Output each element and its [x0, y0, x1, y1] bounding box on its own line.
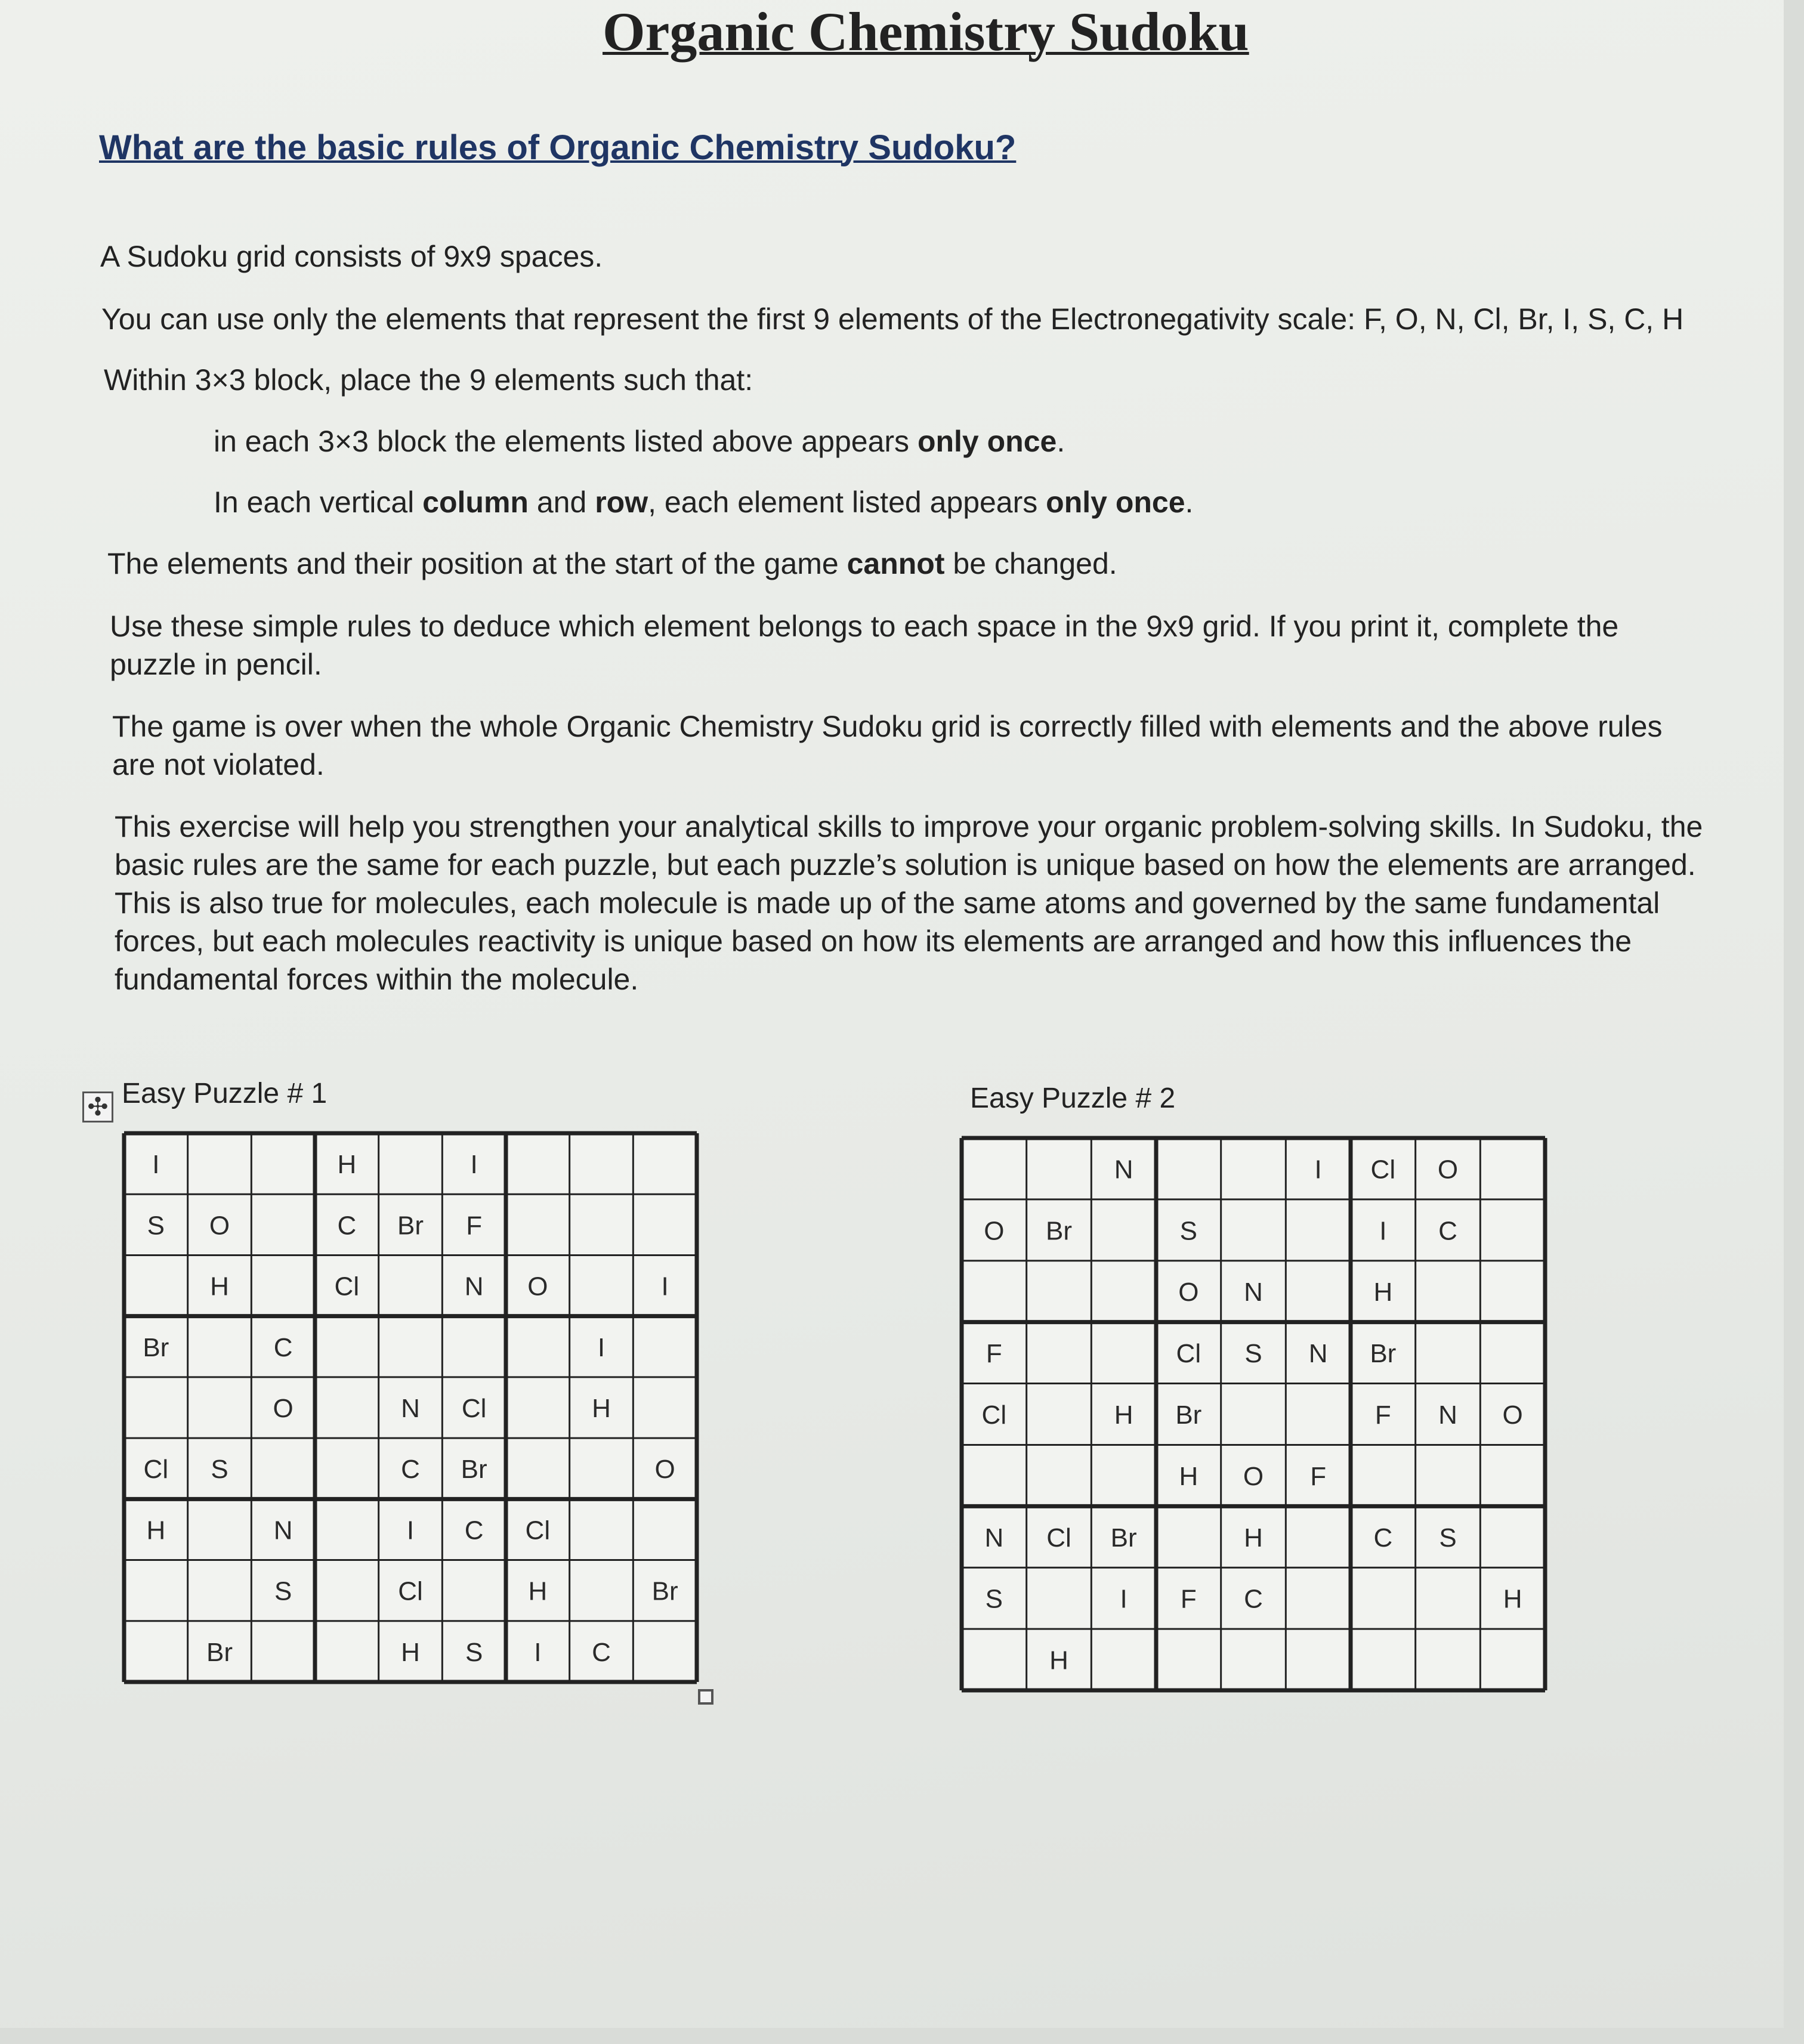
cell-element: N: [273, 1516, 293, 1545]
sudoku-cell[interactable]: [126, 1257, 186, 1313]
cell-element: Cl: [1176, 1339, 1201, 1369]
cell-element: N: [1244, 1278, 1263, 1307]
sudoku-cell[interactable]: [635, 1380, 694, 1436]
cell-element: S: [147, 1211, 165, 1241]
rule-fixed-elements: The elements and their position at the start of the game cannot be changed.: [107, 547, 1117, 580]
cell-element: H: [1244, 1523, 1263, 1553]
rule-game-over: The game is over when the whole Organic Chemistry Sudoku grid is correctly filled with elements and the above rules are not violated.: [112, 710, 1663, 781]
sudoku-cell[interactable]: [317, 1563, 376, 1619]
sudoku-cell[interactable]: [635, 1319, 694, 1375]
sudoku-cell[interactable]: [1029, 1570, 1089, 1626]
cell-element: Br: [1046, 1216, 1072, 1246]
cell-element: H: [1114, 1400, 1133, 1430]
sudoku-cell[interactable]: [964, 1447, 1024, 1504]
sudoku-cell[interactable]: [508, 1196, 567, 1253]
sudoku-cell[interactable]: [1159, 1631, 1219, 1688]
cell-element: S: [1244, 1339, 1262, 1369]
cell-element: S: [985, 1584, 1003, 1614]
rule-elements: You can use only the elements that represent the first 9 elements of the Electronegativity scale: F, O, N, Cl, Br, I, S, C, H: [101, 302, 1684, 336]
sudoku-cell[interactable]: [964, 1140, 1024, 1197]
rule-block: Within 3×3 block, place the 9 elements such that:: [104, 363, 753, 397]
cell-element: H: [1503, 1584, 1522, 1614]
cell-element: Br: [651, 1576, 678, 1606]
sudoku-cell[interactable]: [1093, 1325, 1154, 1381]
sudoku-cell[interactable]: [126, 1624, 186, 1680]
cell-element: S: [1179, 1216, 1198, 1246]
sudoku-cell[interactable]: [508, 1380, 567, 1436]
sudoku-cell[interactable]: [1159, 1508, 1219, 1565]
move-cross-icon[interactable]: ✣: [82, 1091, 113, 1123]
cell-element: I: [1314, 1155, 1322, 1185]
sudoku-cell[interactable]: [1029, 1263, 1089, 1320]
sudoku-cell[interactable]: [1224, 1140, 1284, 1197]
cell-element: C: [1438, 1216, 1457, 1246]
sudoku-cell[interactable]: [635, 1196, 694, 1253]
sudoku-cell[interactable]: [1093, 1202, 1154, 1258]
cell-element: F: [466, 1211, 483, 1241]
sudoku-cell[interactable]: [1093, 1631, 1154, 1688]
sudoku-cell[interactable]: [1224, 1631, 1284, 1688]
sudoku-cell[interactable]: [317, 1624, 376, 1680]
sudoku-cell[interactable]: [1093, 1447, 1154, 1504]
sudoku-cell[interactable]: [1288, 1386, 1348, 1443]
sudoku-cell[interactable]: [126, 1563, 186, 1619]
rule-bullet-block: in each 3×3 block the elements listed above appears only once.: [214, 425, 1065, 458]
sudoku-cell[interactable]: [317, 1380, 376, 1436]
cell-element: O: [984, 1216, 1005, 1246]
cell-element: Br: [461, 1455, 487, 1485]
sudoku-cell[interactable]: [572, 1440, 631, 1496]
rule-grid-size: A Sudoku grid consists of 9x9 spaces.: [100, 240, 603, 273]
sudoku-cell[interactable]: [635, 1136, 694, 1192]
cell-element: N: [464, 1272, 484, 1301]
cell-element: H: [146, 1516, 166, 1545]
cell-element: Cl: [1046, 1523, 1071, 1553]
cell-element: Cl: [525, 1516, 551, 1545]
cell-element: Br: [1175, 1400, 1202, 1430]
sudoku-cell[interactable]: [508, 1319, 567, 1375]
cell-element: Cl: [398, 1576, 423, 1606]
sudoku-cell[interactable]: [444, 1563, 503, 1619]
sudoku-cell[interactable]: [1482, 1202, 1543, 1258]
cell-element: H: [1179, 1461, 1198, 1491]
cell-element: H: [210, 1272, 229, 1301]
cell-element: I: [406, 1516, 415, 1545]
cell-element: S: [211, 1455, 228, 1485]
cell-element: O: [209, 1211, 230, 1241]
cell-element: O: [1178, 1278, 1199, 1307]
sudoku-cell[interactable]: [444, 1319, 503, 1375]
sudoku-cell[interactable]: [572, 1501, 631, 1557]
cell-element: N: [1114, 1155, 1133, 1185]
sudoku-cell[interactable]: [1482, 1140, 1543, 1197]
sudoku-cell[interactable]: [190, 1136, 249, 1192]
cell-element: Br: [143, 1332, 169, 1362]
cell-element: S: [465, 1637, 483, 1667]
cell-element: N: [1308, 1339, 1328, 1369]
cell-element: Cl: [334, 1272, 360, 1301]
sudoku-cell[interactable]: [254, 1136, 313, 1192]
cell-element: C: [1244, 1584, 1263, 1614]
cell-element: I: [534, 1637, 542, 1667]
sudoku-cell[interactable]: [1288, 1631, 1348, 1688]
sudoku-cell[interactable]: [1482, 1263, 1543, 1320]
sudoku-cell[interactable]: [635, 1624, 694, 1680]
page-title: Organic Chemistry Sudoku: [603, 1, 1249, 62]
sudoku-cell[interactable]: [1353, 1631, 1413, 1688]
puzzle-2-label: Easy Puzzle # 2: [970, 1083, 1176, 1114]
sudoku-cell[interactable]: [190, 1380, 249, 1436]
cell-element: O: [1437, 1155, 1459, 1185]
sudoku-cell[interactable]: [1288, 1570, 1348, 1626]
cell-element: I: [470, 1150, 478, 1180]
cell-element: I: [1120, 1584, 1128, 1614]
sudoku-cell[interactable]: [317, 1440, 376, 1496]
cell-element: Br: [397, 1211, 424, 1241]
sudoku-cell[interactable]: [190, 1501, 249, 1557]
cell-element: Cl: [461, 1394, 487, 1423]
sudoku-cell[interactable]: [317, 1319, 376, 1375]
sudoku-cell[interactable]: [254, 1196, 313, 1253]
cell-element: Br: [1370, 1339, 1397, 1369]
resize-square-icon[interactable]: [698, 1689, 713, 1705]
cell-element: Br: [1110, 1523, 1137, 1553]
cell-element: C: [592, 1637, 611, 1667]
cell-element: Cl: [981, 1400, 1007, 1430]
cell-element: O: [273, 1394, 294, 1423]
puzzle-1-label: Easy Puzzle # 1: [122, 1078, 328, 1109]
rule-exercise-note: This exercise will help you strengthen your analytical skills to improve your organic problem-solving skills. In Sudoku, the basic rules are the same for each puzzle, but each puzzle’s solution is unique based on how the elements are arranged. This is also true for molecules, each molecule is made up of the same atoms and governed by the same fundamental forces, but each molecules reactivity is unique based on how its elements are arranged and how this influences the fundamental forces within the molecule.: [115, 810, 1703, 996]
cell-element: N: [1438, 1400, 1457, 1430]
cell-element: I: [597, 1332, 606, 1362]
cell-element: F: [986, 1339, 1002, 1369]
cell-element: S: [274, 1576, 292, 1606]
sudoku-cell[interactable]: [1353, 1447, 1413, 1504]
sudoku-cell[interactable]: [381, 1257, 440, 1313]
sudoku-cell[interactable]: [1418, 1263, 1478, 1320]
cell-element: C: [1373, 1523, 1393, 1553]
cell-element: Br: [206, 1637, 233, 1667]
sudoku-cell[interactable]: [508, 1440, 567, 1496]
cell-element: H: [1049, 1646, 1068, 1675]
cell-element: C: [401, 1455, 420, 1485]
sudoku-cell[interactable]: [190, 1563, 249, 1619]
sudoku-cell[interactable]: [1418, 1325, 1478, 1381]
cell-element: Cl: [1370, 1155, 1396, 1185]
cell-element: H: [337, 1150, 357, 1180]
sudoku-cell[interactable]: [381, 1319, 440, 1375]
cell-element: F: [1374, 1400, 1391, 1430]
cell-element: O: [527, 1272, 548, 1301]
rules-heading: What are the basic rules of Organic Chemistry Sudoku?: [99, 128, 1017, 167]
cell-element: H: [528, 1576, 548, 1606]
cell-element: H: [1373, 1278, 1393, 1307]
sudoku-cell[interactable]: [572, 1136, 631, 1192]
sudoku-cell[interactable]: [254, 1624, 313, 1680]
sudoku-grid-1[interactable]: [124, 1133, 697, 1682]
sudoku-cell[interactable]: [1159, 1140, 1219, 1197]
cell-element: I: [1379, 1216, 1387, 1246]
sudoku-cell[interactable]: [1029, 1325, 1089, 1381]
sudoku-cell[interactable]: [1418, 1631, 1478, 1688]
sudoku-cell[interactable]: [1288, 1508, 1348, 1565]
sudoku-cell[interactable]: [381, 1136, 440, 1192]
sudoku-cell[interactable]: [508, 1136, 567, 1192]
cell-element: N: [984, 1523, 1004, 1553]
sudoku-cell[interactable]: [254, 1440, 313, 1496]
sudoku-cell[interactable]: [964, 1631, 1024, 1688]
cell-element: F: [1310, 1461, 1327, 1491]
cell-element: O: [654, 1455, 675, 1485]
rule-deduce: Use these simple rules to deduce which element belongs to each space in the 9x9 grid. If you print it, complete the puzzle in pencil.: [110, 610, 1619, 681]
cell-element: O: [1243, 1461, 1264, 1491]
sudoku-cell[interactable]: [572, 1196, 631, 1253]
cell-element: I: [661, 1272, 669, 1301]
sudoku-cell[interactable]: [572, 1563, 631, 1619]
cell-element: C: [273, 1332, 293, 1362]
sudoku-cell[interactable]: [254, 1257, 313, 1313]
sudoku-cell[interactable]: [572, 1257, 631, 1313]
sudoku-cell[interactable]: [635, 1501, 694, 1557]
sudoku-cell[interactable]: [1093, 1263, 1154, 1320]
sudoku-grid-2[interactable]: [962, 1138, 1545, 1690]
sudoku-cell[interactable]: [1482, 1447, 1543, 1504]
sudoku-cell[interactable]: [1288, 1202, 1348, 1258]
sudoku-cell[interactable]: [1418, 1447, 1478, 1504]
sudoku-cell[interactable]: [317, 1501, 376, 1557]
rule-bullet-row-col: In each vertical column and row, each element listed appears only once.: [214, 486, 1194, 519]
sudoku-cell[interactable]: [1482, 1325, 1543, 1381]
sudoku-cell[interactable]: [1224, 1386, 1284, 1443]
cell-element: C: [337, 1211, 357, 1241]
sudoku-cell[interactable]: [1353, 1570, 1413, 1626]
sudoku-cell[interactable]: [126, 1380, 186, 1436]
sudoku-cell[interactable]: [1029, 1447, 1089, 1504]
cell-element: O: [1502, 1400, 1523, 1430]
cell-element: F: [1180, 1584, 1197, 1614]
cell-element: H: [401, 1637, 420, 1667]
sudoku-cell[interactable]: [1029, 1140, 1089, 1197]
sudoku-cell[interactable]: [1224, 1202, 1284, 1258]
sudoku-cell[interactable]: [1482, 1631, 1543, 1688]
sudoku-cell[interactable]: [190, 1319, 249, 1375]
sudoku-cell[interactable]: [1288, 1263, 1348, 1320]
sudoku-cell[interactable]: [1482, 1508, 1543, 1565]
cell-element: I: [152, 1150, 160, 1180]
cell-element: S: [1439, 1523, 1457, 1553]
cell-element: Cl: [143, 1455, 169, 1485]
sudoku-cell[interactable]: [1029, 1386, 1089, 1443]
cell-element: H: [592, 1394, 611, 1423]
sudoku-cell[interactable]: [964, 1263, 1024, 1320]
cell-element: N: [401, 1394, 420, 1423]
sudoku-cell[interactable]: [1418, 1570, 1478, 1626]
cell-element: C: [464, 1516, 484, 1545]
